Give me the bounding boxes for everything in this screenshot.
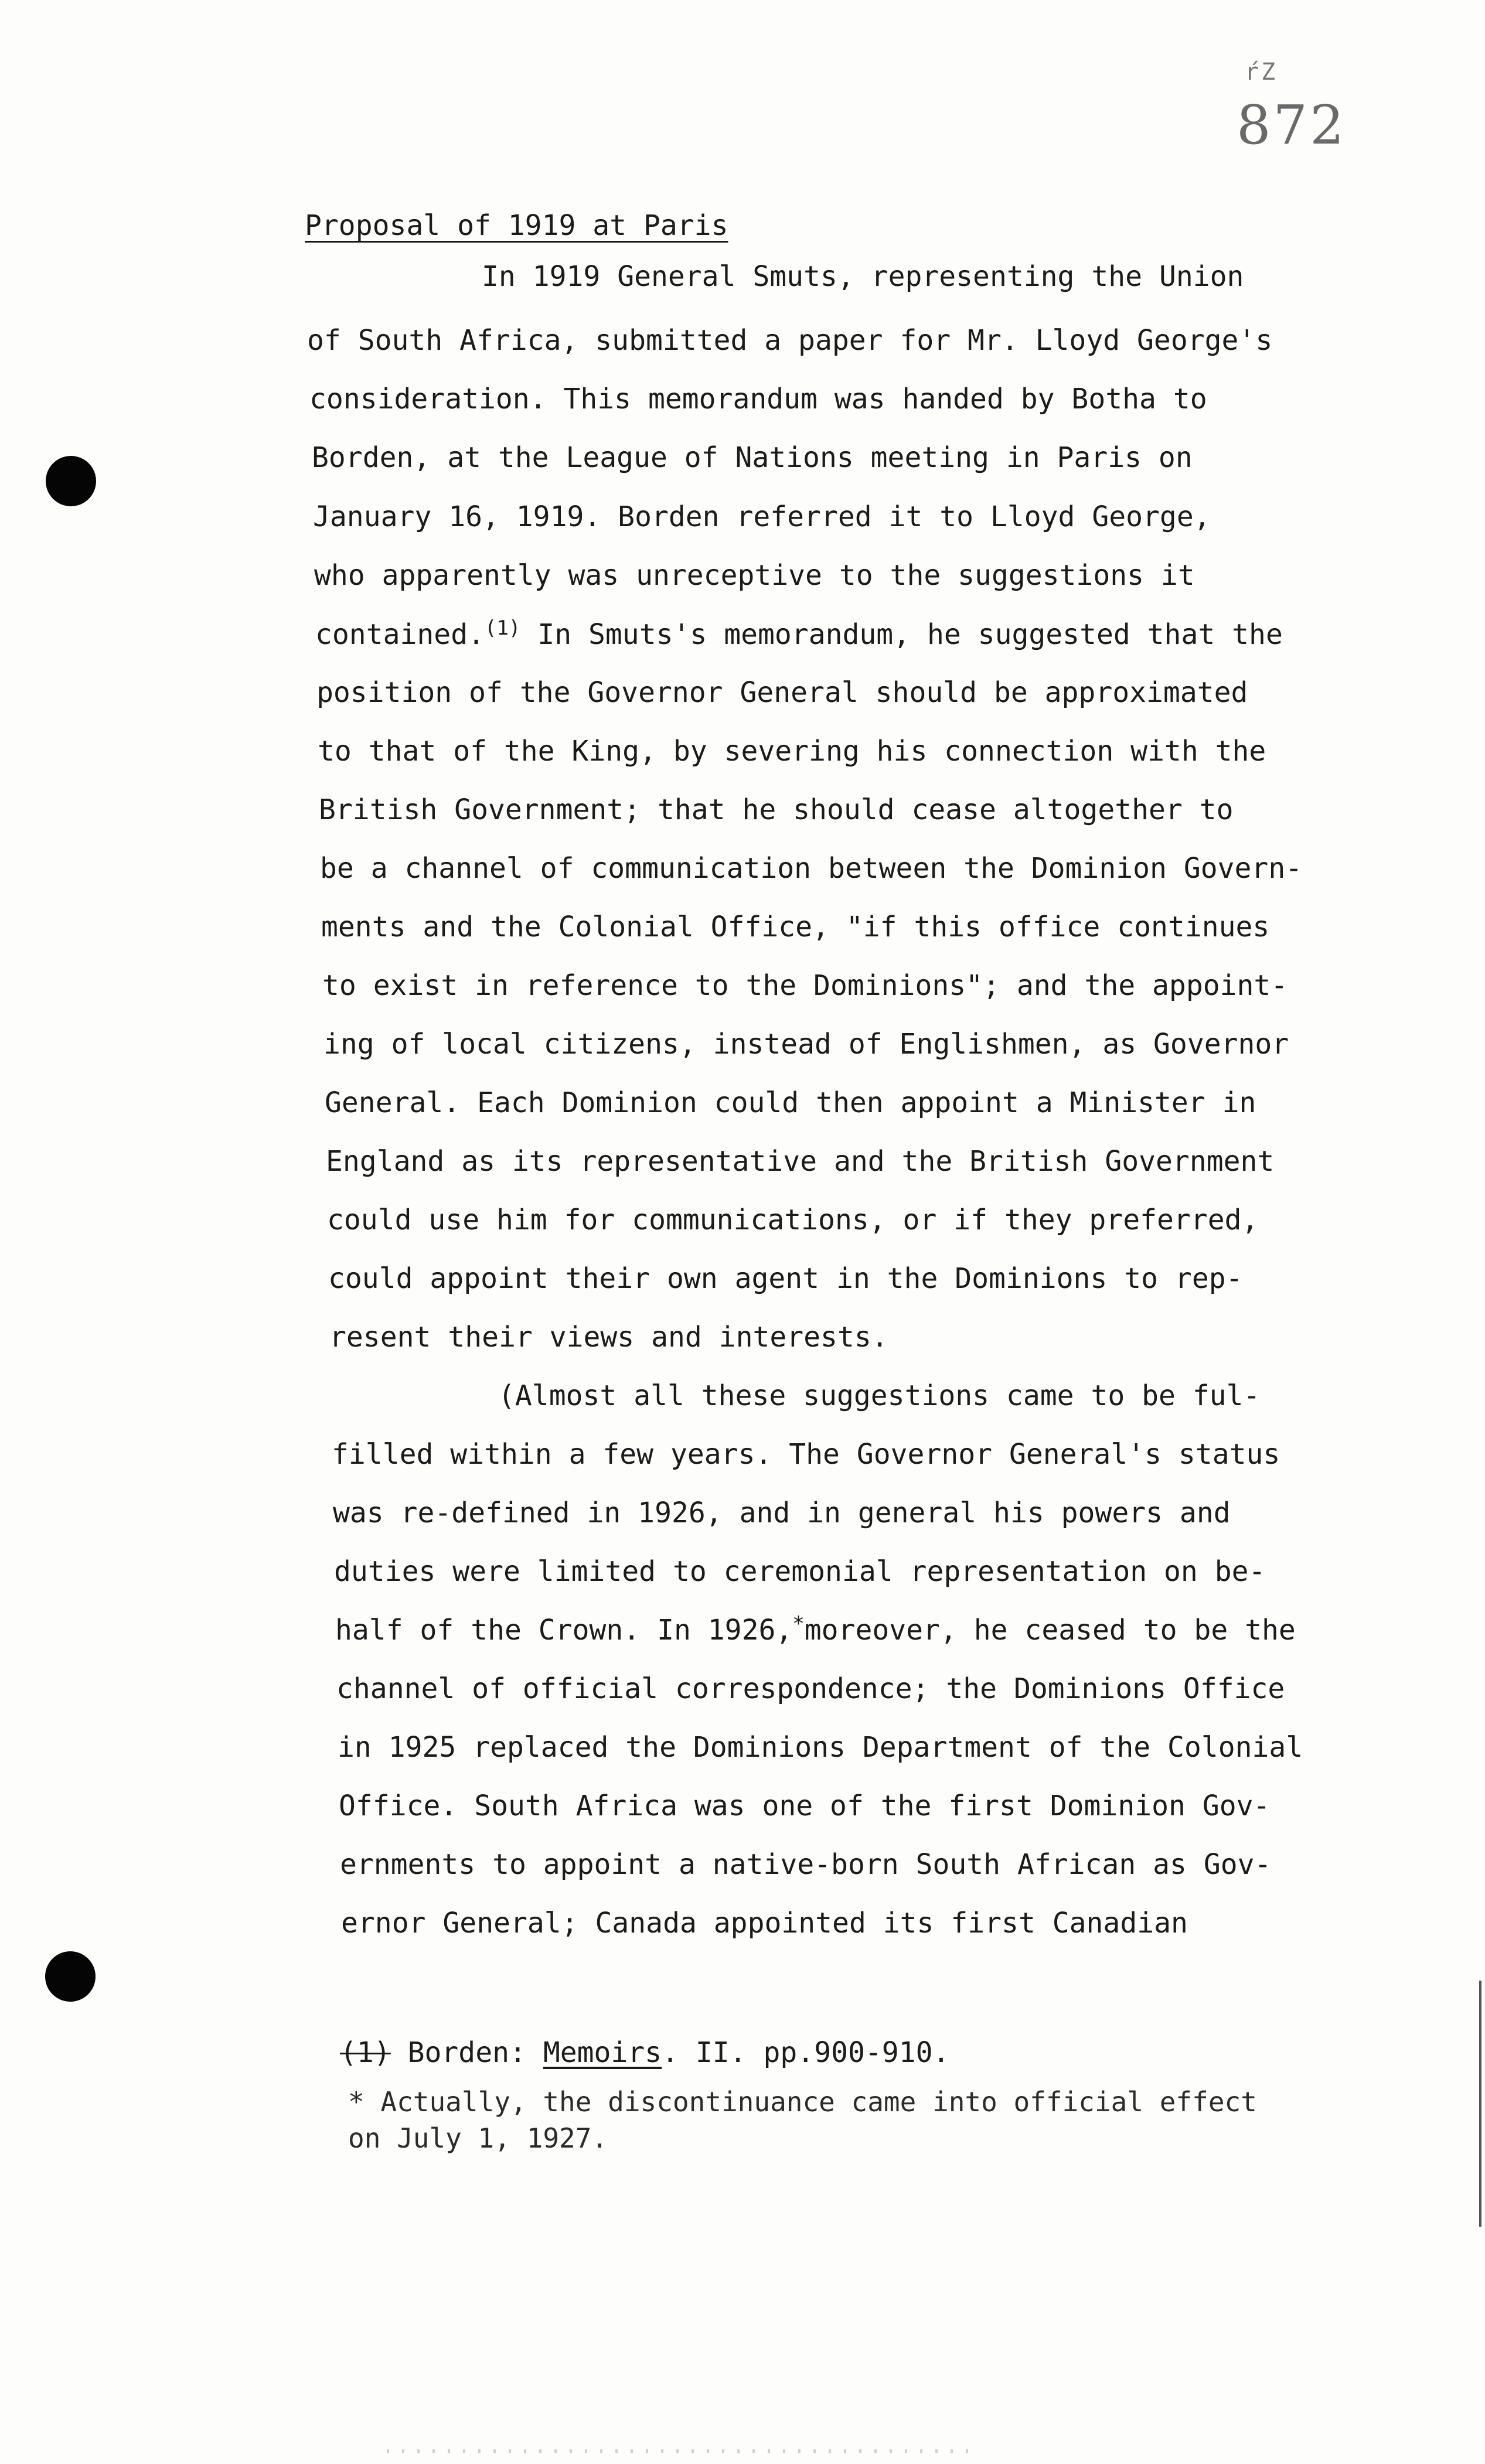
- scan-speckle: [387, 2449, 973, 2453]
- footnote-text: Actually, the discontinuance came into official effect: [380, 2086, 1257, 2118]
- text-line: duties were limited to ceremonial representation on be-: [334, 1555, 1266, 1588]
- footnote-1: [340, 2036, 949, 2069]
- text-line: position of the Governor General should be approximated: [316, 676, 1248, 709]
- text-line: filled within a few years. The Governor General's status: [332, 1438, 1280, 1471]
- text-line: England as its representative and the British Government: [326, 1145, 1275, 1178]
- footnote-marker: *: [348, 2086, 365, 2118]
- punch-hole: [45, 1951, 96, 2002]
- text-line: resent their views and interests.: [329, 1321, 888, 1354]
- text-line: could use him for communications, or if they preferred,: [327, 1204, 1259, 1236]
- asterisk-reference: *: [792, 1612, 805, 1635]
- text-line: to that of the King, by severing his connection with the: [318, 735, 1266, 768]
- text-line: of South Africa, submitted a paper for Mr. Lloyd George's: [307, 324, 1273, 357]
- text-line: in 1925 replaced the Dominions Department of the Colonial: [338, 1731, 1303, 1764]
- scan-edge-mark: [1479, 1981, 1481, 2227]
- text-fragment: half of the Crown. In 1926,: [335, 1614, 793, 1647]
- section-heading: Proposal of 1919 at Paris: [305, 209, 728, 242]
- text-line: Office. South Africa was one of the first Dominion Gov-: [339, 1790, 1271, 1822]
- page-number: 872: [1237, 94, 1347, 156]
- text-line: be a channel of communication between the Dominion Govern-: [320, 852, 1303, 885]
- text-fragment: In Smuts's memorandum, he suggested that the: [537, 618, 1283, 651]
- text-line: [315, 617, 1283, 655]
- text-line: January 16, 1919. Borden referred it to Lloyd George,: [313, 500, 1211, 533]
- footnote-author: Borden:: [407, 2036, 526, 2069]
- text-line: In 1919 General Smuts, representing the Union: [482, 260, 1244, 293]
- text-line: ments and the Colonial Office, "if this office continues: [321, 911, 1270, 943]
- text-line: (Almost all these suggestions came to be ful-: [498, 1379, 1261, 1412]
- text-line: ernments to appoint a native-born South African as Gov-: [340, 1848, 1272, 1881]
- crossed-out-page-number: ŕZ: [1245, 59, 1278, 86]
- text-line: to exist in reference to the Dominions"; and the appoint-: [322, 969, 1288, 1002]
- footnote-reference: (1): [484, 616, 521, 640]
- text-line: General. Each Dominion could then appoint a Minister in: [325, 1086, 1256, 1119]
- text-line: Borden, at the League of Nations meeting in Paris on: [312, 441, 1193, 474]
- text-line: ernor General; Canada appointed its first Canadian: [341, 1907, 1188, 1940]
- text-fragment: contained.: [315, 618, 485, 651]
- text-line: was re-defined in 1926, and in general his powers and: [333, 1497, 1231, 1529]
- text-line: could appoint their own agent in the Dominions to rep-: [328, 1262, 1243, 1295]
- text-line: who apparently was unreceptive to the suggestions it: [314, 559, 1195, 592]
- footnote-title: Memoirs: [543, 2036, 662, 2069]
- text-line: British Government; that he should cease altogether to: [319, 793, 1234, 826]
- text-line: ing of local citizens, instead of Englishmen, as Governor: [323, 1028, 1289, 1061]
- punch-hole: [46, 456, 96, 506]
- footnote-text: on July 1, 1927.: [348, 2122, 608, 2154]
- footnote-citation: . II. pp.900-910.: [662, 2036, 950, 2069]
- text-line: channel of official correspondence; the Dominions Office: [336, 1672, 1285, 1705]
- text-line: consideration. This memorandum was handed by Botha to: [309, 383, 1207, 415]
- footnote-label: (1): [340, 2036, 391, 2069]
- footnote-2: [348, 2084, 1257, 2156]
- text-fragment: moreover, he ceased to be the: [804, 1614, 1296, 1647]
- text-line: [335, 1613, 1296, 1651]
